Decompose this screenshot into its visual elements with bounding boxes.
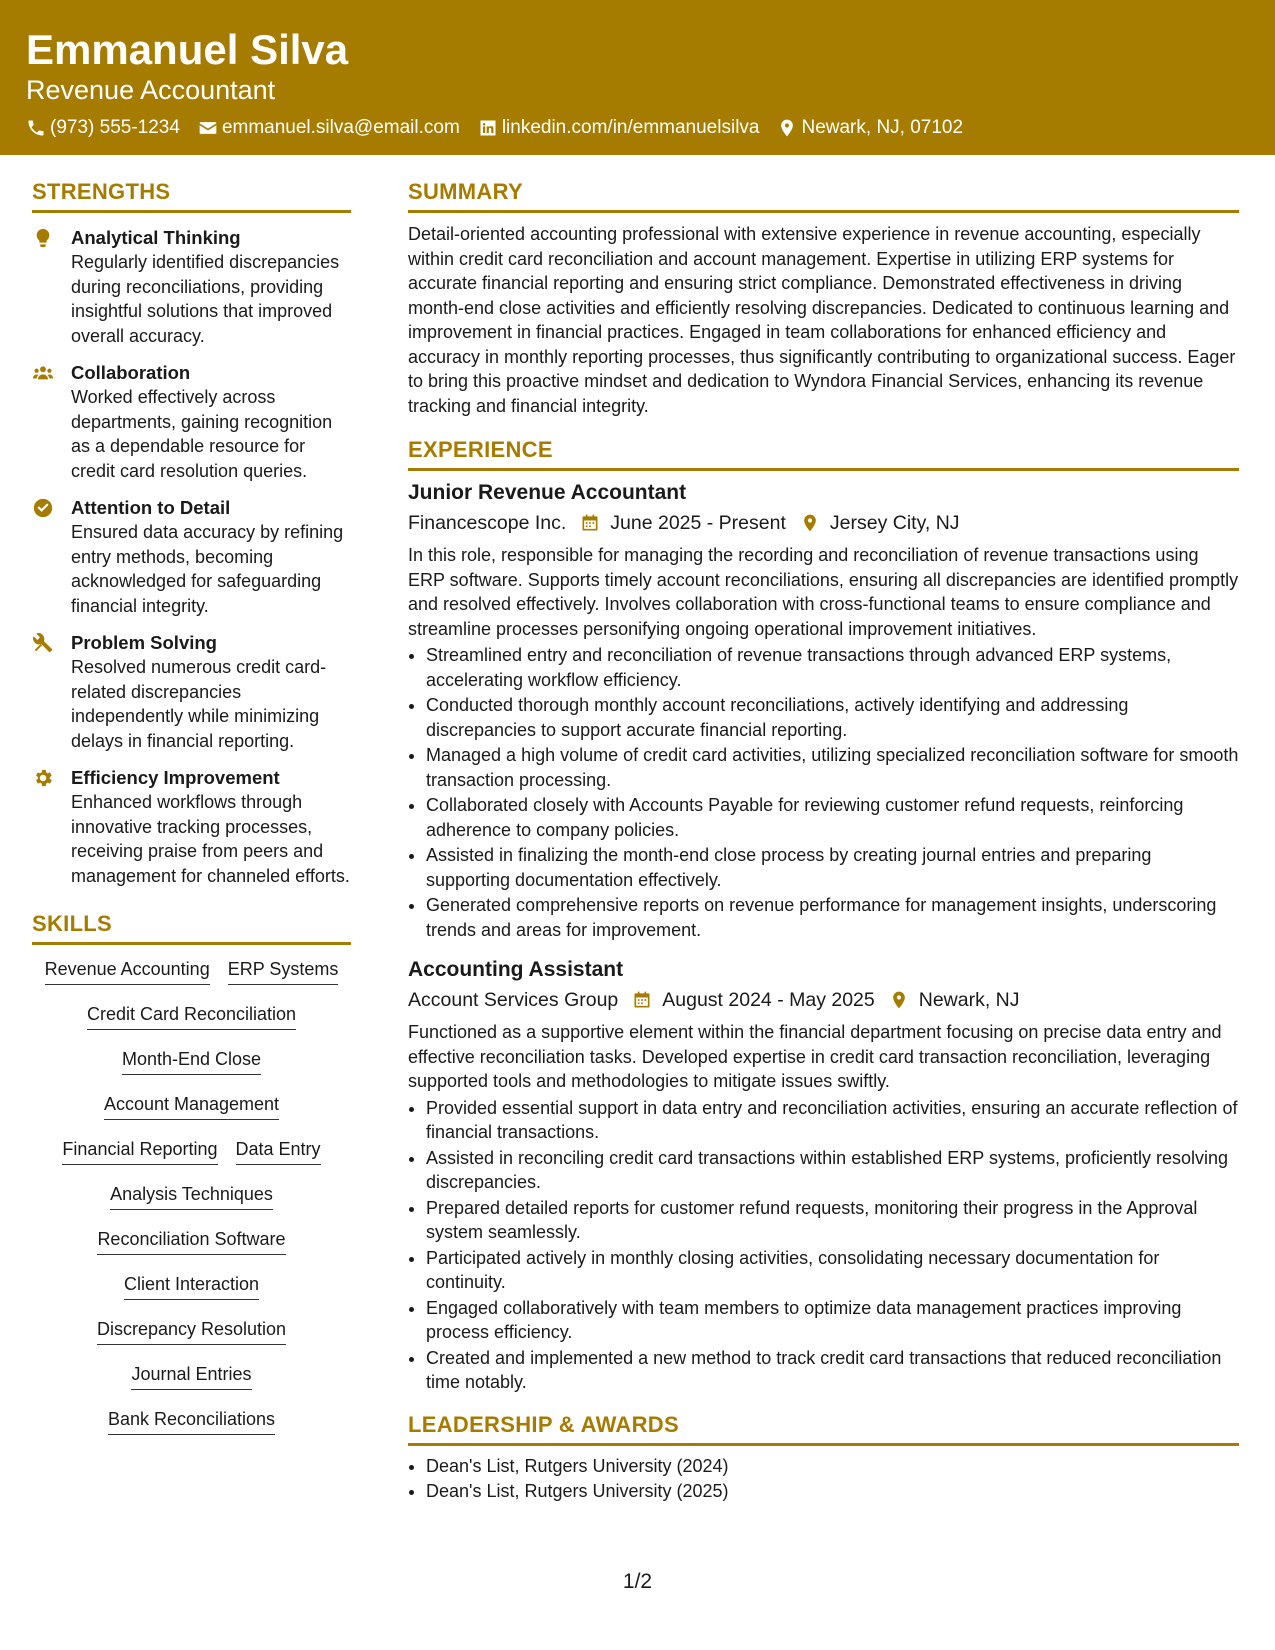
skill-row — [32, 1002, 351, 1047]
summary-heading: SUMMARY — [408, 179, 523, 204]
skill-tag: ERP Systems — [228, 957, 339, 985]
phone-icon — [26, 118, 46, 138]
skill-tag: Revenue Accounting — [45, 957, 210, 985]
strength-item — [32, 225, 351, 348]
job-entry — [408, 479, 1239, 942]
skill-row — [32, 1272, 351, 1317]
skill-row — [32, 1137, 351, 1182]
strength-description: Regularly identified discrepancies during reconciliations, providing insightful solutions that improved overall accuracy. — [71, 252, 340, 346]
job-bullets — [408, 643, 1239, 942]
skill-tag: Month-End Close — [122, 1047, 261, 1075]
skill-row — [32, 957, 351, 1002]
experience-heading: EXPERIENCE — [408, 437, 553, 462]
job-title: Junior Revenue Accountant — [408, 481, 687, 504]
job-dates: June 2025 - Present — [610, 512, 786, 534]
bullet-item: • Streamlined entry and reconciliation of revenue transactions through advanced ERP systems, accelerating workflow efficiency. — [426, 643, 1239, 692]
award-item: • Dean's List, Rutgers University (2025) — [426, 1479, 1239, 1504]
bullet-item: • Generated comprehensive reports on revenue performance for management insights, underscoring trends and areas for improvement. — [426, 893, 1239, 942]
candidate-name: Emmanuel Silva — [26, 26, 349, 73]
skill-tag: Journal Entries — [131, 1362, 251, 1390]
job-company: Account Services Group — [408, 989, 619, 1011]
bullet-item: • Assisted in finalizing the month-end close process by creating journal entries and preparing supporting documentation effectively. — [426, 843, 1239, 892]
leadership-list — [408, 1454, 1239, 1504]
skill-tag: Discrepancy Resolution — [97, 1317, 286, 1345]
contact-location — [777, 116, 963, 140]
job-title: Accounting Assistant — [408, 958, 624, 981]
job-description: Functioned as a supportive element within the financial department focusing on precise data entry and effective reconciliation tasks. Developed expertise in credit card transaction reconciliation, leveraging supported tools and methodologies to mitigate issues swiftly. — [408, 1022, 1222, 1091]
strength-description: Resolved numerous credit card-related discrepancies independently while minimizing delays in financial reporting. — [71, 657, 327, 751]
skill-tag: Analysis Techniques — [110, 1182, 273, 1210]
skill-tag: Reconciliation Software — [97, 1227, 285, 1255]
skill-tag: Credit Card Reconciliation — [87, 1002, 296, 1030]
strengths-list — [32, 225, 351, 888]
section-divider — [408, 468, 1239, 471]
job-location: Jersey City, NJ — [829, 512, 960, 534]
calendar-icon — [580, 513, 600, 533]
skills-heading: SKILLS — [32, 911, 113, 936]
users-icon — [32, 362, 54, 384]
section-divider — [32, 942, 351, 945]
strength-description: Worked effectively across departments, gaining recognition as a dependable resource for credit card resolution queries. — [71, 387, 333, 481]
map-pin-icon — [889, 990, 909, 1010]
linkedin-text: linkedin.com/in/emmanuelsilva — [501, 117, 760, 138]
leadership-heading: LEADERSHIP & AWARDS — [408, 1411, 679, 1437]
award-item: • Dean's List, Rutgers University (2024) — [426, 1454, 1239, 1479]
calendar-icon — [632, 990, 652, 1010]
skill-row — [32, 1227, 351, 1272]
phone-text: (973) 555-1234 — [50, 117, 180, 138]
map-pin-icon — [777, 118, 797, 138]
skills-list — [32, 957, 351, 1452]
job-company: Financescope Inc. — [408, 512, 567, 534]
contact-phone[interactable] — [26, 116, 180, 140]
job-description: In this role, responsible for managing the recording and reconciliation of revenue transactions using ERP software. Supports timely account reconciliations, ensuring all discrepancies are identified promptly and resolved effectively. Involves collaboration with cross-functional teams to ensure compliance and streamline processes personifying ongoing operational improvement initiatives. — [408, 545, 1239, 639]
strength-title: Problem Solving — [71, 632, 217, 653]
experience-list — [408, 479, 1239, 1395]
strength-title: Attention to Detail — [71, 497, 231, 518]
job-meta — [408, 986, 1239, 1014]
map-pin-icon — [800, 513, 820, 533]
job-meta — [408, 509, 1239, 537]
bullet-item: • Provided essential support in data entry and reconciliation activities, ensuring an accurate reflection of financial transactions. — [426, 1096, 1239, 1145]
strengths-heading: STRENGTHS — [32, 179, 171, 204]
job-dates: August 2024 - May 2025 — [662, 989, 875, 1011]
skill-tag: Account Management — [104, 1092, 279, 1120]
bullet-item: • Assisted in reconciling credit card transactions within established ERP systems, proficiently resolving discrepancies. — [426, 1146, 1239, 1195]
contact-email[interactable] — [198, 116, 460, 140]
skill-tag: Data Entry — [236, 1137, 321, 1165]
skill-row — [32, 1047, 351, 1092]
strength-description: Enhanced workflows through innovative tracking processes, receiving praise from peers and management for channeled efforts. — [71, 792, 350, 886]
bullet-item: • Conducted thorough monthly account reconciliations, actively identifying and addressing discrepancies to support accurate financial reporting. — [426, 693, 1239, 742]
strength-title: Efficiency Improvement — [71, 767, 280, 788]
bullet-item: • Collaborated closely with Accounts Payable for reviewing customer refund requests, reinforcing adherence to company policies. — [426, 793, 1239, 842]
job-location: Newark, NJ — [918, 989, 1020, 1011]
section-divider — [408, 1443, 1239, 1446]
skill-row — [32, 1362, 351, 1407]
strength-title: Analytical Thinking — [71, 227, 241, 248]
page-number: 1/2 — [622, 1570, 653, 1593]
skill-tag: Financial Reporting — [62, 1137, 217, 1165]
skill-tag: Client Interaction — [124, 1272, 259, 1300]
envelope-icon — [198, 118, 218, 138]
strength-item — [32, 495, 351, 618]
strength-item — [32, 630, 351, 753]
bullet-item: • Participated actively in monthly closing activities, consolidating necessary documentation for continuity. — [426, 1246, 1239, 1295]
bullet-item: • Managed a high volume of credit card activities, utilizing specialized reconciliation software for smooth transaction processing. — [426, 743, 1239, 792]
strength-item — [32, 360, 351, 483]
linkedin-icon — [478, 118, 498, 138]
skill-row — [32, 1317, 351, 1362]
gear-icon — [32, 767, 54, 789]
right-column — [408, 178, 1239, 1505]
tools-icon — [32, 632, 54, 654]
skill-tag: Bank Reconciliations — [108, 1407, 275, 1435]
contact-linkedin[interactable] — [478, 116, 760, 140]
skill-row — [32, 1407, 351, 1452]
job-bullets — [408, 1096, 1239, 1395]
strength-description: Ensured data accuracy by refining entry methods, becoming acknowledged for safeguarding financial integrity. — [71, 522, 344, 616]
left-column — [32, 178, 351, 1452]
skill-row — [32, 1092, 351, 1137]
strength-item — [32, 765, 351, 888]
summary-text: Detail-oriented accounting professional with extensive experience in revenue accounting, especially within credit card reconciliation and account management. Expertise in utilizing ERP systems for accurate financial reporting and ensuring strict compliance. Demonstrated effectiveness in driving month-end close activities and efficiently resolving discrepancies. Dedicated to continuous learning and improvement in financial practices. Engaged in team collaborations for enhanced efficiency and accuracy in monthly reporting processes, thus significantly contributing to organizational success. Eager to bring this proactive mindset and dedication to Wyndora Financial Services, enhancing its revenue tracking and financial integrity. — [408, 224, 1236, 416]
job-entry — [408, 956, 1239, 1395]
bullet-item: • Prepared detailed reports for customer refund requests, monitoring their progress in the Approval system seamlessly. — [426, 1196, 1239, 1245]
lightbulb-icon — [32, 227, 54, 249]
section-divider — [32, 210, 351, 213]
bullet-item: • Engaged collaboratively with team members to optimize data management practices improving process efficiency. — [426, 1296, 1239, 1345]
bullet-item: • Created and implemented a new method to track credit card transactions that reduced reconciliation time notably. — [426, 1346, 1239, 1395]
section-divider — [408, 210, 1239, 213]
resume-header — [0, 0, 1275, 155]
location-text: Newark, NJ, 07102 — [801, 117, 964, 138]
skill-row — [32, 1182, 351, 1227]
email-text: emmanuel.silva@email.com — [221, 117, 460, 138]
check-circle-icon — [32, 497, 54, 519]
contact-bar — [26, 116, 981, 140]
strength-title: Collaboration — [71, 362, 191, 383]
candidate-role: Revenue Accountant — [26, 75, 276, 105]
